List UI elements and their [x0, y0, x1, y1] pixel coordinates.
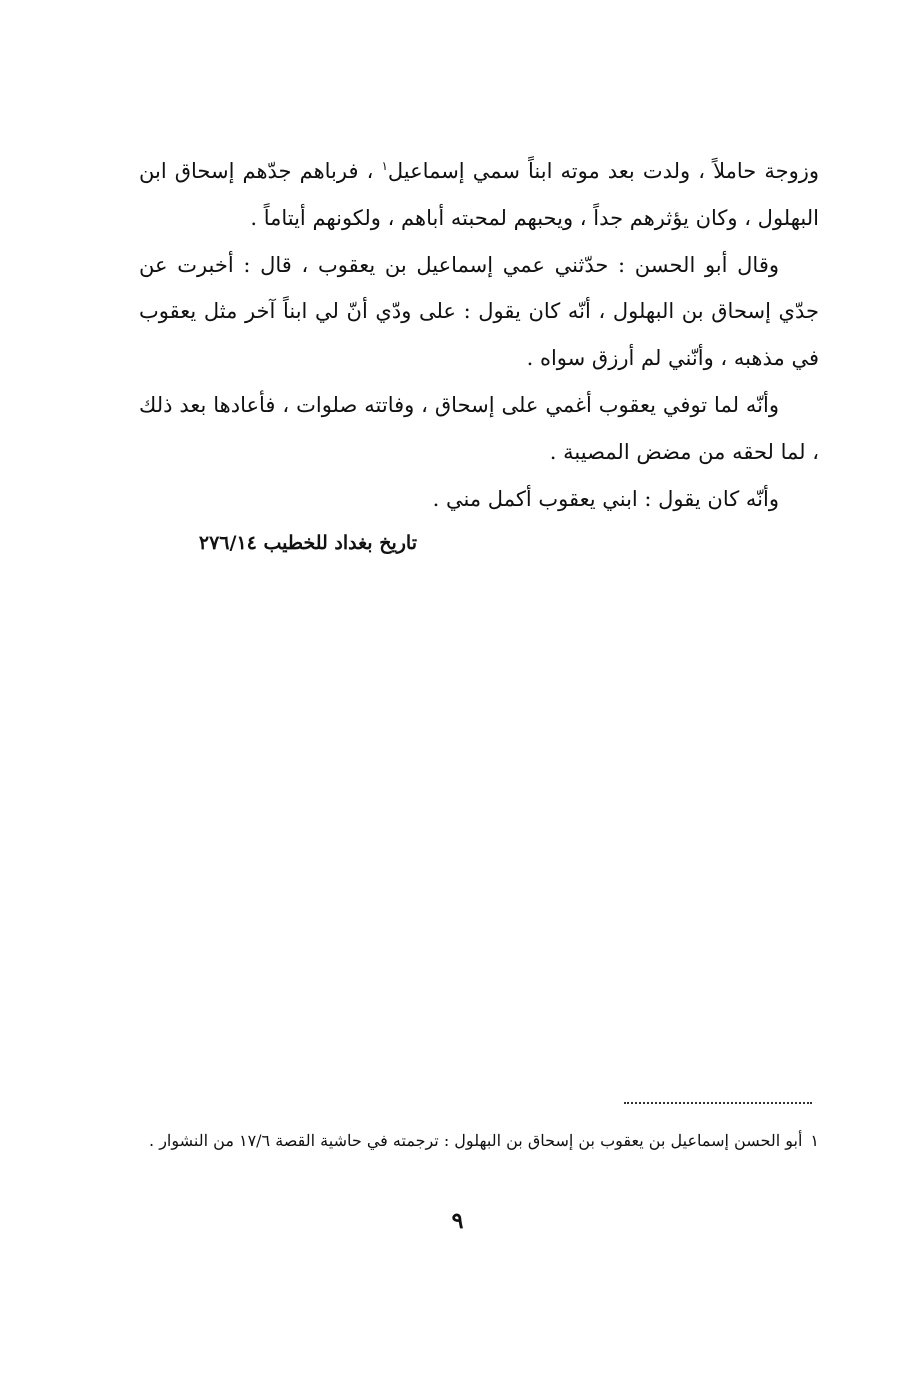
footnote [139, 1123, 819, 1159]
footnote-reference: ١ [381, 159, 388, 173]
footnote-marker: ١ [810, 1131, 819, 1150]
footnote-divider [624, 1102, 812, 1104]
paragraph-text: وزوجة حاملاً ، ولدت بعد موته ابناً سمي إسماعيل [387, 159, 819, 183]
footnote-text: أبو الحسن إسماعيل بن يعقوب بن إسحاق بن البهلول : ترجمته في حاشية القصة ١٧/٦ من النشوار . [149, 1131, 803, 1150]
paragraph [139, 148, 819, 242]
paragraph: وقال أبو الحسن : حدّثني عمي إسماعيل بن يعقوب ، قال : أخبرت عن جدّي إسحاق بن البهلول ، أنّه كان يقول : على ودّي أنّ لي ابناً آخر مثل يعقوب في مذهبه ، وأنّني لم أرزق سواه . [139, 252, 819, 371]
page-number: ٩ [451, 1208, 464, 1234]
paragraph: وأنّه كان يقول : ابني يعقوب أكمل مني . [432, 486, 779, 511]
paragraph: وأنّه لما توفي يعقوب أغمي على إسحاق ، وفاتته صلوات ، فأعادها بعد ذلك ، لما لحقه من مضض المصيبة . [139, 392, 819, 464]
paragraph-text: ، فرباهم جدّهم إسحاق ابن البهلول ، وكان يؤثرهم جداً ، ويحبهم لمحبته أباهم ، ولكونهم أيتاماً . [139, 159, 819, 230]
source-citation: تاريخ بغداد للخطيب ٢٧٦/١٤ [198, 532, 417, 554]
main-text [139, 148, 819, 522]
